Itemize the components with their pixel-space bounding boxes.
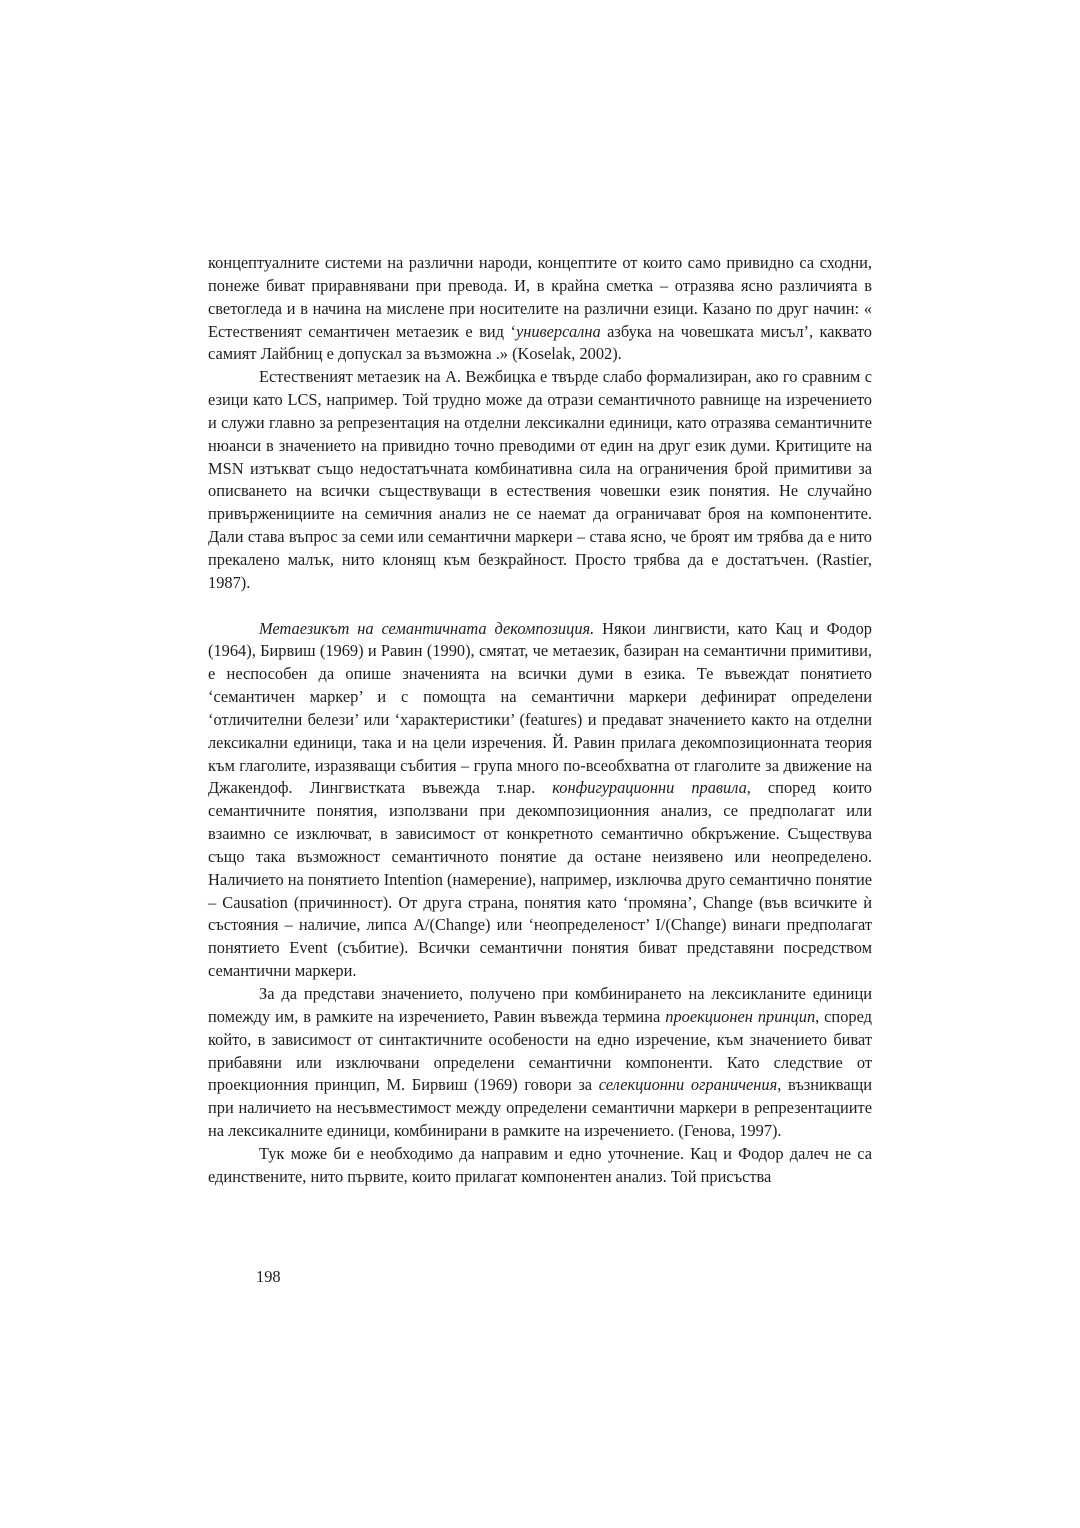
paragraph-5 [208, 1143, 872, 1189]
italic-term: селекционни ограничения [598, 1075, 778, 1095]
paragraph-1 [208, 252, 872, 366]
text-run: Някои лингвисти, като Кац и Фодор (1964), Бирвиш (1969) и Равин (1990), смятат, че метаезик, базиран на семантични примитиви, е неспособен да опише значенията на всички думи в езика. Те въвеждат понятието ‘семантичен маркер’ и с помощта на семантични маркери дефинират определени ‘отличителни белези’ или ‘характеристики’ (features) и предават значението както на отделни лексикални единици, така и на цели изречения. Й. Равин прилага декомпозиционната теория към глаголите, изразяващи събития – група много по-всеобхватна от глаголите за движение на Джакендоф. Лингвистката въвежда т.нар. [208, 618, 873, 798]
text-run: азбука на човешката мисъл’, каквато самият Лайбниц е допускал за възможна .» (Koselak, 2002). [208, 321, 872, 364]
page-body [208, 252, 872, 1189]
page-number: 198 [256, 1267, 281, 1286]
paragraph-4 [208, 983, 872, 1143]
text-run: , според които семантичните понятия, използвани при декомпозиционния анализ, се предполагат или взаимно се изключват, в зависимост от конкретното семантично обкръжение. Съществува също така възможност семантичното понятие да остане неизявено или неопределено. Наличието на понятието Intention (намерение), например, изключва друго семантично понятие – Causation (причинност). От друга страна, понятия като ‘промяна’, Change (във всичките ѝ състояния – наличие, липса A/(Change) или ‘неопределеност’ I/(Change) винаги предполагат понятието Event (събитие). Всички семантични понятия биват представяни посредством семантични маркери. [208, 778, 872, 981]
italic-term: Метаезикът на семантичната декомпозиция. [259, 618, 595, 638]
text-run: Естественият метаезик на А. Вежбицка е твърде слабо формализиран, ако го сравним с езици като LCS, например. Той трудно може да отрази семантичното равнище на изречението и служи главно за репрезентация на отделни лексикални единици, като отразява семантичните нюанси в значението на привидно точно преводими от един на друг език думи. Критиците на MSN изтъкват също недостатъчната комбинативна сила на ограничения брой примитиви за описването на всички съществуващи в естествения човешки език понятия. Не случайно привърженициите на семичния анализ не се наемат да ограничават броя на компонентите. Дали става въпрос за семи или семантични маркери – става ясно, че броят им трябва да е нито прекалено малък, нито клонящ към безкрайност. Просто трябва да е достатъчен. (Rastier, 1987). [208, 367, 872, 592]
italic-term: конфигурационни правила [552, 778, 747, 798]
italic-term: универсална [515, 321, 601, 341]
paragraph-3 [208, 618, 872, 984]
text-run: концептуалните системи на различни народи, концептите от които само привидно са сходни, понеже биват приравнявани при превода. И, в крайна сметка – отразява ясно различията в светогледа и в начина на мислене при носителите на различни езици. Казано по друг начин: « Естественият семантичен метаезик е вид ‘ [208, 253, 872, 341]
text-run: За да представи значението, получено при комбинирането на лексикланите единици помежду им, в рамките на изречението, Равин въвежда термина [208, 984, 872, 1026]
text-run: Тук може би е необходимо да направим и едно уточнение. Кац и Фодор далеч не са единствените, нито първите, които прилагат компонентен анализ. Той присъства [208, 1143, 872, 1186]
paragraph-2 [208, 366, 872, 594]
italic-term: проекционен принцип [665, 1006, 816, 1026]
text-run: , възникващи при наличието на несъвместимост между определени семантични маркери в репрезентациите на лексикалните единици, комбинирани в рамките на изречението. (Генова, 1997). [208, 1075, 872, 1141]
text-run: , според който, в зависимост от синтактичните особености на едно изречение, към значението биват прибавяни или изключвани определени семантични компоненти. Като следствие от проекционния принцип, М. Бирвиш (1969) говори за [208, 1006, 872, 1095]
